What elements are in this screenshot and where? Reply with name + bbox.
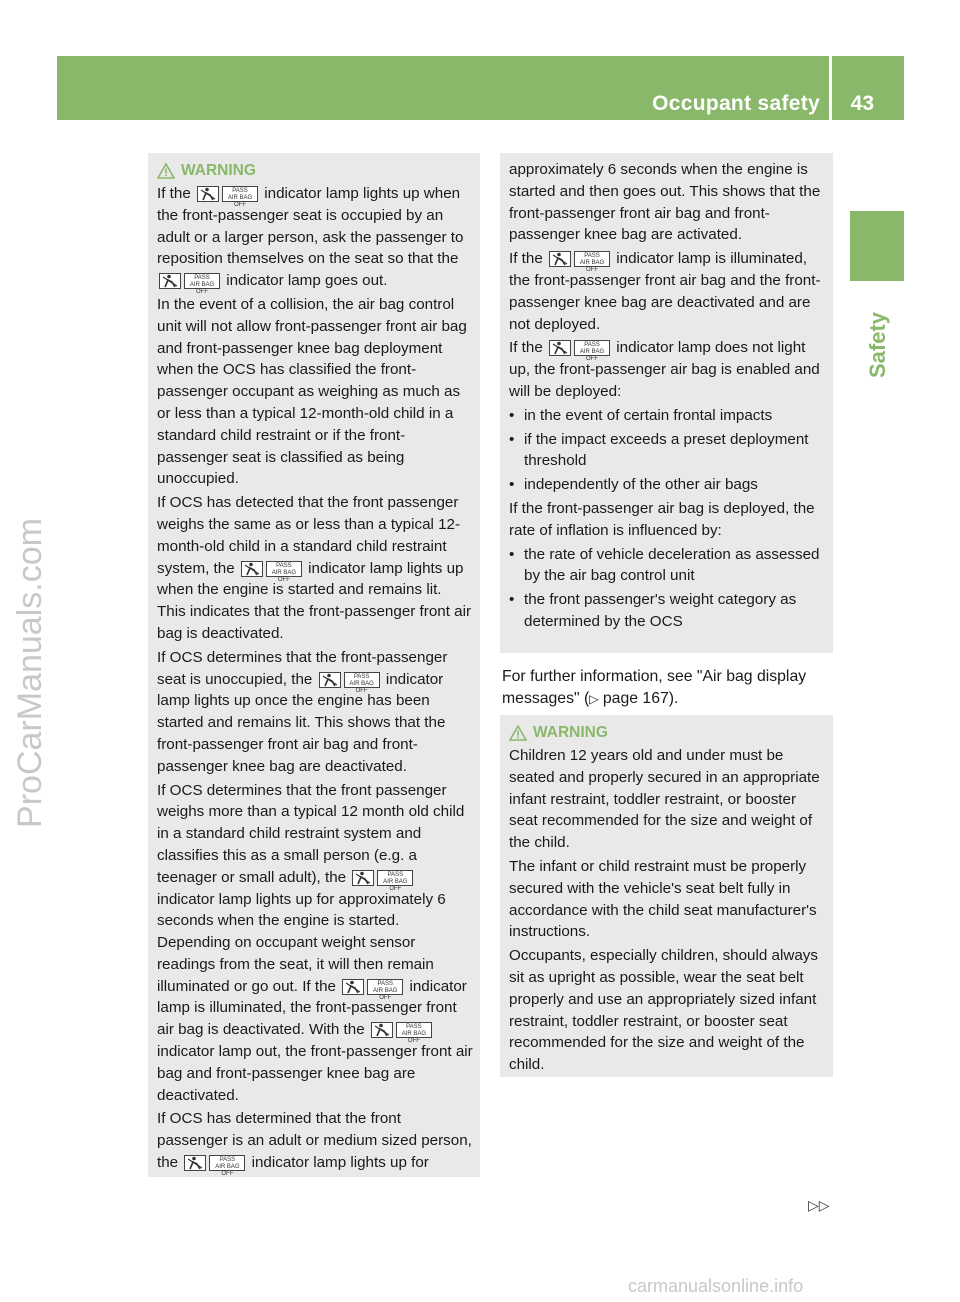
warning-heading (157, 159, 474, 183)
header-bar (57, 56, 904, 120)
list-item: • in the event of certain frontal impacts (509, 405, 827, 427)
passenger-seat-icon (549, 251, 571, 267)
text-run: If OCS has determined that the front passenger is an adult or medium sized person, the (157, 1110, 472, 1172)
airbag-off-label: PASS AIR BAG OFF (184, 273, 220, 289)
warning-paragraph: Occupants, especially children, should always sit as upright as possible, wear the seat belt properly and use an appropriately sized infant restraint, toddler restraint, or booster seat recommended for the size and weight of the child. (509, 947, 818, 1074)
list-item: • the front passenger's weight category as determined by the OCS (509, 589, 827, 633)
passenger-seat-icon (342, 979, 364, 995)
continue-arrow-icon: ▷▷ (808, 1197, 830, 1213)
header-divider (829, 56, 832, 120)
airbag-off-indicator (184, 1155, 245, 1178)
airbag-off-indicator (342, 979, 403, 1001)
airbag-off-label: PASS AIR BAG OFF (574, 340, 610, 356)
airbag-off-label: PASS AIR BAG OFF (344, 672, 380, 688)
text-run: indicator lamp is illuminated, the front-passenger front air bag is deactivated. With the (157, 977, 467, 1039)
text-run: If the (509, 339, 543, 357)
warning-paragraph (157, 1108, 474, 1178)
airbag-off-indicator (352, 870, 413, 892)
text-run: indicator lamp does not light up, the front-passenger air bag is enabled and will be deployed: (509, 339, 820, 400)
warning-paragraph (157, 780, 474, 1107)
airbag-off-label: PASS AIR BAG OFF (222, 186, 258, 202)
list-item: • if the impact exceeds a preset deployment threshold (509, 429, 827, 473)
airbag-off-label: PASS AIR BAG OFF (209, 1155, 245, 1171)
text-run: indicator lamp is illuminated, the front-passenger front air bag and the front-passenger knee bag are deactivated and are not deployed. (509, 250, 821, 333)
warning-paragraph (509, 337, 827, 402)
airbag-off-label: PASS AIR BAG OFF (367, 979, 403, 995)
text-run: indicator lamp lights up when the front-passenger seat is occupied by an adult or a larger person, ask the passenger to reposition themselves on the seat so that the (157, 185, 464, 268)
airbag-off-indicator (371, 1022, 432, 1045)
passenger-seat-icon (197, 186, 219, 202)
warning-triangle-icon (157, 163, 175, 179)
section-title: Occupant safety (652, 92, 820, 115)
warning-paragraph (157, 647, 474, 778)
text-run: If OCS determines that the front passenger weighs more than a typical 12 month old child in a standard child restraint system and classifies this as a small person (e.g. a teenager or small adult), the (157, 781, 465, 886)
warning-paragraph: The infant or child restraint must be properly secured with the vehicle's seat belt fully in accordance with the child seat manufacturer's instructions. (509, 857, 817, 941)
passenger-seat-icon (371, 1022, 393, 1038)
arrow-icon: ▷ (589, 692, 599, 706)
airbag-off-indicator (549, 251, 610, 274)
bullet-marker: • (509, 406, 515, 424)
text-run: If the (509, 250, 543, 268)
warning-paragraph: approximately 6 seconds when the engine is started and then goes out. This shows that the front-passenger front air bag and front-passenger knee bag are activated. (509, 161, 821, 244)
warning-heading (509, 721, 827, 745)
side-watermark: ProCarManuals.com (11, 518, 49, 828)
passenger-seat-icon (184, 1155, 206, 1171)
warning-label: WARNING (181, 162, 256, 179)
text-run: indicator lamp lights up once the engine has been started and remains lit. This shows that the front-passenger front air bag and front-passenger knee bag are deactivated. (157, 670, 446, 775)
text-run: indicator lamp out, the front-passenger front air bag and front-passenger knee bag are deactivated. (157, 1043, 473, 1104)
warning-label: WARNING (533, 724, 608, 741)
list-item: • the rate of vehicle deceleration as assessed by the air bag control unit (509, 544, 827, 588)
passenger-seat-icon (159, 273, 181, 289)
airbag-off-indicator (549, 340, 610, 363)
warning-box-right (500, 153, 833, 653)
text-run: indicator lamp goes out. (226, 272, 388, 290)
airbag-off-indicator (241, 561, 302, 583)
passenger-seat-icon (241, 561, 263, 577)
passenger-seat-icon (352, 870, 374, 886)
page-reference-link[interactable]: page 167). (598, 690, 679, 707)
bullet-marker: • (509, 430, 515, 448)
warning-paragraph: If the front-passenger air bag is deployed, the rate of inflation is influenced by: (509, 499, 815, 539)
text-run: If the (157, 185, 191, 202)
passenger-seat-icon (319, 672, 341, 688)
side-tab-label: Safety (865, 311, 890, 379)
text-run: indicator lamp lights up for (251, 1154, 429, 1172)
warning-paragraph (509, 248, 827, 335)
airbag-off-label: PASS AIR BAG OFF (574, 251, 610, 267)
body-paragraph: For further information, see "Air bag display messages" (▷ page 167). (502, 668, 807, 707)
passenger-seat-icon (549, 340, 571, 356)
page-number: 43 (850, 92, 874, 115)
text-run: indicator lamp lights up for approximately 6 seconds when the engine is started. Depending on occupant weight sensor readings from the seat, it will then remain illuminated or go out. If the (157, 890, 446, 995)
text-run: If OCS has detected that the front passenger weighs the same as or less than a typical 12-month-old child in a standard child restraint system, the (157, 494, 461, 577)
airbag-off-indicator (319, 672, 380, 694)
bottom-watermark: carmanualsonline.info (628, 1276, 804, 1296)
list-item: • independently of the other air bags (509, 474, 827, 496)
airbag-off-label: PASS AIR BAG OFF (396, 1022, 432, 1038)
bullet-marker: • (509, 545, 515, 563)
airbag-off-label: PASS AIR BAG OFF (266, 561, 302, 577)
warning-box-children (500, 715, 833, 1077)
warning-triangle-icon (509, 725, 527, 741)
warning-paragraph: In the event of a collision, the air bag control unit will not allow front-passenger front air bag and front-passenger knee bag deployment when the OCS has classified the front-passenger occupant as weighing as much as or less than a typical 12-month-old child in a standard child restraint or if the front-passenger seat is classified as being unoccupied. (157, 295, 467, 488)
airbag-off-indicator (197, 186, 258, 208)
side-tab-block (850, 211, 904, 281)
warning-paragraph: Children 12 years old and under must be seated and properly secured in an appropriate infant restraint, toddler restraint, or booster seat recommended for the size and weight of the child. (509, 747, 820, 852)
text-run: indicator lamp lights up when the engine is started and remains lit. This indicates that the front-passenger front air bag is deactivated. (157, 559, 472, 642)
airbag-off-label: PASS AIR BAG OFF (377, 870, 413, 886)
text-run: If OCS determines that the front-passenger seat is unoccupied, the (157, 648, 448, 688)
bullet-marker: • (509, 476, 515, 494)
airbag-off-indicator (159, 273, 220, 296)
bullet-marker: • (509, 591, 515, 609)
warning-paragraph (157, 183, 474, 296)
warning-paragraph (157, 492, 474, 645)
warning-box-left (148, 153, 480, 1177)
